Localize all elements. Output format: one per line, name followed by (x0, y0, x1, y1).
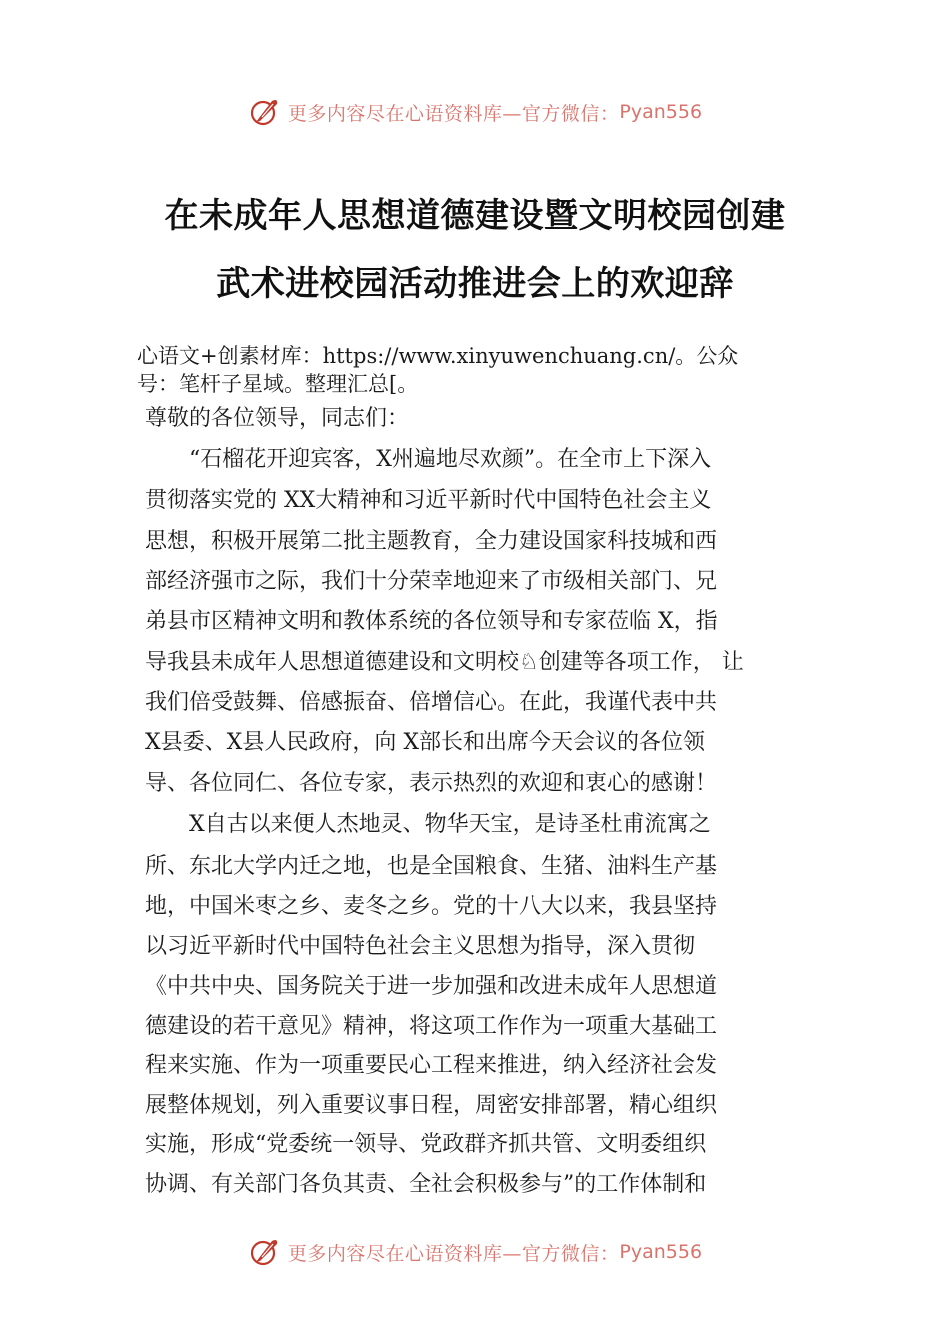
body-line: 思想，积极开展第二批主题教育，全力建设国家科技城和西 (145, 529, 718, 554)
body-line: 协调、有关部门各负其责、全社会积极参与”的工作体制和 (145, 1172, 707, 1197)
body-line: 以习近平新时代中国特色社会主义思想为指导，深入贯彻 (145, 934, 696, 959)
body-line: 实施，形成“党委统一领导、党政群齐抓共管、文明委组织 (145, 1132, 707, 1157)
page-title-line-1: 在未成年人思想道德建设暨文明校园创建 (164, 196, 786, 236)
footer-banner (0, 1232, 950, 1272)
page-title-line-2: 武术进校园活动推进会上的欢迎辞 (216, 264, 734, 304)
body-line: 我们倍受鼓舞、倍感振奋、倍增信心。在此，我谨代表中共 (145, 690, 718, 715)
body-line: X自古以来便人杰地灵、物华天宝，是诗圣杜甫流寓之 (145, 812, 711, 837)
body-line: 程来实施、作为一项重要民心工程来推进，纳入经济社会发 (145, 1053, 718, 1078)
body-line: X县委、X县人民政府，向 X部长和出席今天会议的各位领 (145, 730, 705, 755)
body-line: 导、各位同仁、各位专家，表示热烈的欢迎和衷心的感谢！ (145, 771, 718, 796)
wechat-id: Pyan556 (619, 101, 703, 123)
body-line: 导我县未成年人思想道德建设和文明校♘创建等各项工作， 让 (145, 650, 744, 675)
feather-pen-circle-icon (248, 95, 282, 129)
body-line: 地，中国米枣之乡、麦冬之乡。党的十八大以来，我县坚持 (145, 894, 718, 919)
body-line: 弟县市区精神文明和教体系统的各位领导和专家莅临 X，指 (145, 609, 718, 634)
body-line: “石榴花开迎宾客，X州遍地尽欢颜”。在全市上下深入 (145, 447, 712, 472)
feather-pen-circle-icon (248, 1235, 282, 1269)
source-note-line-1: 心语文+创素材库：https://www.xinyuwenchuang.cn/。公众 (137, 344, 739, 368)
body-line: 尊敬的各位领导，同志们： (145, 406, 410, 431)
source-note-line-2: 号：笔杆子星域。整理汇总[。 (137, 372, 419, 396)
body-line: 部经济强市之际，我们十分荣幸地迎来了市级相关部门、兄 (145, 569, 718, 594)
body-line: 德建设的若干意见》精神，将这项工作作为一项重大基础工 (145, 1014, 718, 1039)
body-line: 所、东北大学内迁之地，也是全国粮食、生猪、油料生产基 (145, 854, 718, 879)
header-banner (0, 92, 950, 132)
body-line: 展整体规划，列入重要议事日程，周密安排部署，精心组织 (145, 1093, 718, 1118)
body-line: 贯彻落实党的 XX大精神和习近平新时代中国特色社会主义 (145, 488, 712, 513)
banner-text: 更多内容尽在心语资料库—官方微信： (287, 102, 620, 125)
wechat-id: Pyan556 (619, 1241, 703, 1263)
body-line: 《中共中央、国务院关于进一步加强和改进未成年人思想道 (145, 974, 718, 999)
banner-text: 更多内容尽在心语资料库—官方微信： (287, 1242, 620, 1265)
